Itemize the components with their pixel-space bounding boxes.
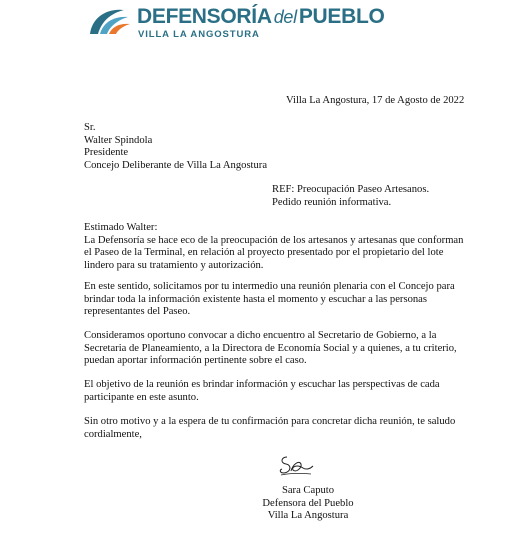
org-name <box>137 5 385 29</box>
ref-line: REF: Preocupación Paseo Artesanos. <box>272 184 430 195</box>
paragraph-line: Consideramos oportuno convocar a dicho encuentro al Secretario de Gobierno, a la <box>84 330 437 341</box>
handwritten-signature <box>277 452 315 478</box>
paragraph-line: brindar toda la información existente hasta el momento y escuchar a las personas <box>84 293 427 305</box>
org-location: VILLA LA ANGOSTURA <box>138 29 260 40</box>
org-name-part1: DEFENSORÍA <box>137 5 272 28</box>
recipient-block <box>84 122 267 172</box>
org-name-part2: PUEBLO <box>298 5 385 28</box>
defensoria-logo-icon <box>86 4 132 38</box>
date-line: Villa La Angostura, 17 de Agosto de 2022 <box>286 95 465 106</box>
org-name-del: del <box>273 7 297 27</box>
recipient-line: Sr. <box>84 122 96 133</box>
paragraph-2 <box>84 281 455 319</box>
recipient-line: Presidente <box>84 147 129 158</box>
paragraph-line: el Paseo de la Terminal, en relación al proyecto presentado por el propietario del lote <box>84 247 444 258</box>
paragraph-1 <box>84 222 463 272</box>
paragraph-line: cordialmente, <box>84 428 142 440</box>
signatory-block <box>258 485 358 523</box>
salutation: Estimado Walter: <box>84 222 158 233</box>
recipient-line: Concejo Deliberante de Villa La Angostura <box>84 159 268 171</box>
paragraph-line: En este sentido, solicitamos por tu intermedio una reunión plenaria con el Concejo para <box>84 281 455 292</box>
signatory-location: Villa La Angostura <box>267 510 349 521</box>
paragraph-line: La Defensoría se hace eco de la preocupación de los artesanos y artesanas que conforman <box>84 234 464 246</box>
paragraph-line: lindero para su tratamiento y autorización. <box>84 259 264 271</box>
paragraph-line: Sin otro motivo y a la espera de tu confirmación para concretar dicha reunión, te saludo <box>84 416 456 427</box>
paragraph-line: El objetivo de la reunión es brindar información y escuchar las perspectivas de cada <box>84 379 440 390</box>
paragraph-5 <box>84 416 455 441</box>
reference-block <box>272 184 429 209</box>
paragraph-line: participante en este asunto. <box>84 391 199 403</box>
paragraph-line: Secretaria de Planeamiento, a la Directora de Economía Social y a quienes, a tu criterio, <box>84 342 457 354</box>
paragraph-3 <box>84 330 457 368</box>
signatory-name: Sara Caputo <box>281 485 335 496</box>
paragraph-line: representantes del Paseo. <box>84 306 191 317</box>
paragraph-4 <box>84 379 440 404</box>
recipient-line: Walter Spindola <box>84 134 153 146</box>
paragraph-line: puedan aportar información pertinente sobre el caso. <box>84 355 307 366</box>
signatory-title: Defensora del Pueblo <box>262 497 354 509</box>
brand-header <box>137 5 385 41</box>
ref-line: Pedido reunión informativa. <box>272 196 392 208</box>
